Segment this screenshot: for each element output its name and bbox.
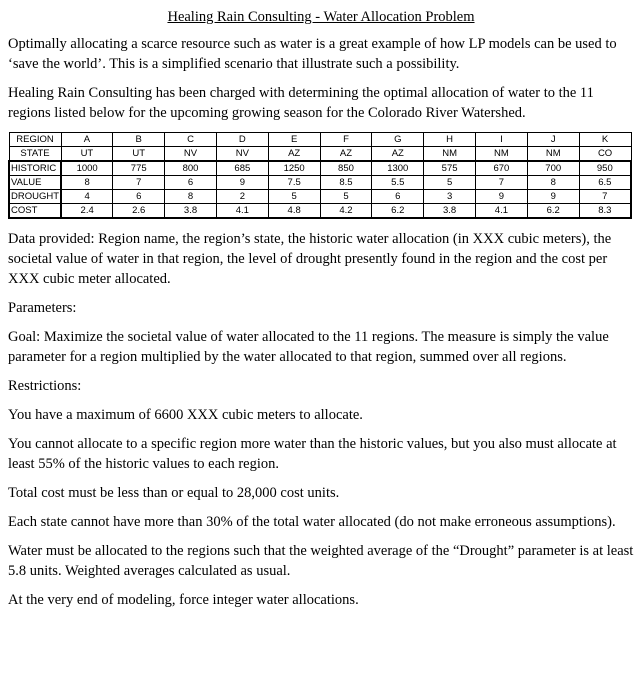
table-cell: 685: [216, 161, 268, 176]
table-cell: 6.2: [372, 204, 424, 219]
table-cell: 9: [527, 190, 579, 204]
region-cell: C: [165, 133, 217, 147]
table-cell: 6: [372, 190, 424, 204]
table-cell: 6.2: [527, 204, 579, 219]
region-cell: B: [113, 133, 165, 147]
table-cell: 1300: [372, 161, 424, 176]
state-cell: NM: [424, 147, 476, 162]
state-label: STATE: [9, 147, 61, 162]
table-cell: 3.8: [165, 204, 217, 219]
parameters-heading: Parameters:: [8, 300, 77, 316]
table-cell: 8: [527, 176, 579, 190]
table-cell: 775: [113, 161, 165, 176]
value-row: [9, 176, 631, 190]
table-cell: 5: [320, 190, 372, 204]
region-cell: F: [320, 133, 372, 147]
table-cell: 5.5: [372, 176, 424, 190]
table-cell: 6: [165, 176, 217, 190]
data-provided-paragraph: Data provided: Region name, the region’s state, the historic water allocation (in XXX cubic meters), the societal value of water in that region, the level of drought presently found in the region and the cost per XXX cubic meter allocated.: [8, 231, 612, 287]
table-cell: 4.1: [216, 204, 268, 219]
goal-paragraph: Goal: Maximize the societal value of water allocated to the 11 regions. The measure is simply the value parameter for a region multiplied by the water allocated to that region, summed over all regions.: [8, 329, 609, 365]
table-cell: 1250: [268, 161, 320, 176]
table-cell: 800: [165, 161, 217, 176]
restriction-integer: At the very end of modeling, force integer water allocations.: [8, 592, 359, 608]
row-label: VALUE: [9, 176, 61, 190]
region-cell: D: [216, 133, 268, 147]
table-cell: 670: [476, 161, 528, 176]
table-cell: 7: [476, 176, 528, 190]
state-cell: AZ: [320, 147, 372, 162]
document-page: [8, 8, 634, 619]
table-cell: 6: [113, 190, 165, 204]
table-cell: 5: [424, 176, 476, 190]
table-cell: 7.5: [268, 176, 320, 190]
table-cell: 850: [320, 161, 372, 176]
table-cell: 7: [579, 190, 631, 204]
table-cell: 2.4: [61, 204, 113, 219]
region-cell: G: [372, 133, 424, 147]
table-cell: 8: [165, 190, 217, 204]
region-cell: I: [476, 133, 528, 147]
table-cell: 950: [579, 161, 631, 176]
restriction-max-water: You have a maximum of 6600 XXX cubic meters to allocate.: [8, 407, 363, 423]
restriction-total-cost: Total cost must be less than or equal to 28,000 cost units.: [8, 485, 340, 501]
state-cell: NV: [216, 147, 268, 162]
table-cell: 3.8: [424, 204, 476, 219]
table-cell: 4.8: [268, 204, 320, 219]
intro-paragraph: Optimally allocating a scarce resource such as water is a great example of how LP models can be used to ‘save the world’. This is a simplified scenario that illustrate such a possibility.: [8, 36, 617, 72]
table-cell: 4: [61, 190, 113, 204]
state-cell: NM: [476, 147, 528, 162]
historic-row: [9, 161, 631, 176]
table-cell: 4.1: [476, 204, 528, 219]
table-cell: 2.6: [113, 204, 165, 219]
table-cell: 700: [527, 161, 579, 176]
table-cell: 7: [113, 176, 165, 190]
region-cell: A: [61, 133, 113, 147]
state-cell: NV: [165, 147, 217, 162]
table-cell: 2: [216, 190, 268, 204]
restriction-historic-bounds: You cannot allocate to a specific region more water than the historic values, but you also must allocate at least 55% of the historic values to each region.: [8, 436, 617, 472]
region-cell: K: [579, 133, 631, 147]
state-cell: UT: [61, 147, 113, 162]
table-cell: 3: [424, 190, 476, 204]
state-cell: AZ: [372, 147, 424, 162]
row-label: DROUGHT: [11, 191, 60, 202]
drought-row: [9, 190, 631, 204]
table-cell: 8.5: [320, 176, 372, 190]
state-header-row: [9, 147, 631, 162]
table-cell: 8.3: [579, 204, 631, 219]
restriction-state-share: Each state cannot have more than 30% of the total water allocated (do not make erroneous assumptions).: [8, 514, 616, 530]
table-cell: 6.5: [579, 176, 631, 190]
region-cell: J: [527, 133, 579, 147]
charge-paragraph: Healing Rain Consulting has been charged with determining the optimal allocation of water to the 11 regions listed below for the upcoming growing season for the Colorado River Watershed.: [8, 85, 594, 121]
table-cell: 8: [61, 176, 113, 190]
document-title: Healing Rain Consulting - Water Allocation Problem: [167, 9, 475, 25]
table-cell: 9: [476, 190, 528, 204]
restrictions-heading: Restrictions:: [8, 378, 82, 394]
region-header-row: [9, 133, 631, 147]
table-cell: 9: [216, 176, 268, 190]
table-cell: 575: [424, 161, 476, 176]
row-label: COST: [9, 204, 61, 219]
cost-row: [9, 204, 631, 219]
state-cell: UT: [113, 147, 165, 162]
state-cell: AZ: [268, 147, 320, 162]
state-cell: NM: [527, 147, 579, 162]
table-cell: 1000: [61, 161, 113, 176]
region-cell: H: [424, 133, 476, 147]
region-cell: E: [268, 133, 320, 147]
table-cell: 5: [268, 190, 320, 204]
state-cell: CO: [579, 147, 631, 162]
region-label: REGION: [9, 133, 61, 147]
restriction-drought-average: Water must be allocated to the regions such that the weighted average of the “Drought” parameter is at least 5.8 units. Weighted averages calculated as usual.: [8, 543, 634, 579]
table-cell: 4.2: [320, 204, 372, 219]
region-data-table: [8, 132, 632, 219]
row-label: HISTORIC: [9, 161, 61, 176]
